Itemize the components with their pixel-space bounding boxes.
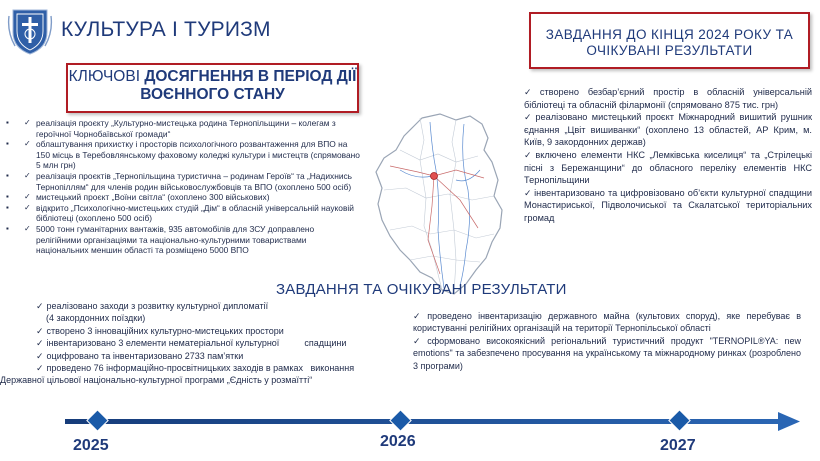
oblast-map	[360, 110, 538, 300]
tasks-heading-line2: ОЧІКУВАНІ РЕЗУЛЬТАТИ	[586, 43, 753, 58]
list-item: ✓ оцифровано та інвентаризовано 2733 пам’ятки	[36, 350, 244, 361]
timeline-year-2025: 2025	[73, 437, 109, 454]
checkmark-icon: ✓	[524, 149, 534, 160]
checkmark-icon: ✓	[524, 187, 533, 198]
page-title: КУЛЬТУРА І ТУРИЗМ	[61, 18, 271, 41]
tasks-heading-box	[529, 12, 810, 69]
list-item: ▪ ✓ реалізація проєкту „Культурно-мистецька родина Тернопільщини – колегам з героїчної Чорнобаївської громади“	[6, 118, 336, 139]
checkmark-icon: ✓	[36, 325, 44, 336]
list-item: ✓ інвентаризовано та цифровізовано об’єкти культурної спадщини Монастириської, Підволочиської та Скалатської територіальних громад	[524, 187, 812, 223]
results-left-list	[0, 300, 381, 387]
bullet-icon: ▪	[6, 192, 9, 202]
checkmark-icon: ✓	[24, 202, 31, 212]
checkmark-icon: ✓	[24, 170, 31, 180]
list-item: ✓ проведено 76 інформаційно-просвітницьких заходів в рамках виконання Державної цільової національно-культурної програми „Єдність у розмаїтті“	[0, 363, 355, 386]
checkmark-icon: ✓	[36, 338, 44, 349]
bullet-icon: ▪	[6, 202, 9, 212]
list-item: ✓ реалізовано заходи з розвитку культурної дипломатії (4 закордонних поїздки)	[36, 301, 269, 324]
map-outline	[376, 114, 502, 294]
achievements-heading-box	[66, 63, 359, 113]
timeline-marker-2026	[390, 410, 411, 431]
timeline-year-2027: 2027	[660, 437, 696, 454]
list-item: ▪ ✓ 5000 тонн гуманітарних вантажів, 935 автомобілів для ЗСУ доправлено релігійними організаціями та національно-культурними товариствами національних меншин області та розміщено 5000 ВПО	[6, 223, 315, 256]
achievements-heading-bold: ДОСЯГНЕННЯ В ПЕРІОД ДІЇ	[144, 68, 357, 85]
list-item: ✓ створено безбар’єрний простір в обласній універсальній бібліотеці та обласній філармонії (спрямовано 875 тис. грн)	[524, 87, 812, 110]
timeline-marker-2025	[87, 410, 108, 431]
checkmark-icon: ✓	[24, 139, 31, 149]
tasks-heading-line1: ЗАВДАННЯ ДО КІНЦЯ 2024 РОКУ ТА	[545, 27, 794, 42]
checkmark-icon: ✓	[24, 118, 31, 127]
bullet-icon: ▪	[6, 118, 9, 127]
achievements-heading-line1	[68, 68, 357, 86]
list-item: ✓ реалізовано мистецький проєкт Міжнародний вишитий рушник єднання „Цвіт вишиванки“ (охоплено 13 областей, АР Крим, м. Київ, 9 закордонних держав)	[524, 112, 812, 148]
coat-of-arms-icon	[7, 6, 53, 56]
bullet-icon: ▪	[6, 139, 9, 149]
bullet-icon: ▪	[6, 223, 9, 233]
checkmark-icon: ✓	[36, 301, 44, 311]
achievements-heading-line2: ВОЄННОГО СТАНУ	[140, 86, 285, 103]
checkmark-icon: ✓	[24, 192, 31, 202]
tasks-2024-list	[524, 86, 812, 225]
list-item: ✓ створено 3 інноваційних культурно-мистецьких простори	[36, 325, 284, 336]
timeline	[0, 400, 820, 461]
timeline-marker-2027	[669, 410, 690, 431]
checkmark-icon: ✓	[413, 311, 425, 321]
list-item: ▪ ✓ реалізація проєктів „Тернопільщина туристична – родинам Героїв“ та „Надихнись Тернопіллям“ для членів родин військовослужбовців та ВПО (охоплено 500 осіб)	[6, 170, 353, 192]
timeline-arrow-icon	[778, 412, 800, 431]
list-item: ▪ ✓ облаштування прихистку і просторів психологічного розвантаження для ВПО на 150 місць в Теребовлянському фаховому коледжі культури і мистецтв (спрямовано 5 млн грн)	[6, 139, 360, 171]
checkmark-icon: ✓	[413, 335, 425, 346]
checkmark-icon: ✓	[36, 350, 44, 361]
results-section-title: ЗАВДАННЯ ТА ОЧІКУВАНІ РЕЗУЛЬТАТИ	[276, 281, 567, 298]
list-item: ▪ ✓ відкрито „Психологічно-мистецьких студій „Дім“ в обласній універсальній науковій бібліотеці (охоплено 500 осіб)	[6, 202, 354, 224]
checkmark-icon: ✓	[36, 363, 44, 374]
results-right-list	[413, 310, 801, 372]
list-item: ✓ проведено інвентаризацію державного майна (культових споруд), яке перебуває в користуванні релігійних організацій на території Тернопільської області	[413, 311, 801, 334]
achievements-list	[6, 118, 361, 256]
list-item: ✓ сформовано високоякісний регіональний туристичний продукт "TERNOPIL®YA: new emotions" та забезпечено просування на українському та міжнародному ринках (розроблено 3 програми)	[413, 335, 801, 371]
checkmark-icon: ✓	[524, 112, 534, 123]
ternopil-city-marker	[431, 173, 438, 180]
bullet-icon: ▪	[6, 170, 9, 180]
achievements-heading-normal: КЛЮЧОВІ	[68, 68, 141, 85]
checkmark-icon: ✓	[24, 223, 31, 233]
checkmark-icon: ✓	[524, 87, 538, 97]
timeline-year-2026: 2026	[380, 433, 416, 450]
list-item: ▪ ✓ мистецький проєкт „Воїни світла“ (охоплено 300 військових)	[6, 192, 270, 203]
list-item: ✓ включено елементи НКС „Лемківська киселиця“ та „Стрілецькі пісні з Бережанщини“ до обласного переліку елементів НКС Тернопільщини	[524, 149, 812, 186]
list-item: ✓ інвентаризовано 3 елементи нематеріальної культурної спадщини	[36, 338, 347, 349]
